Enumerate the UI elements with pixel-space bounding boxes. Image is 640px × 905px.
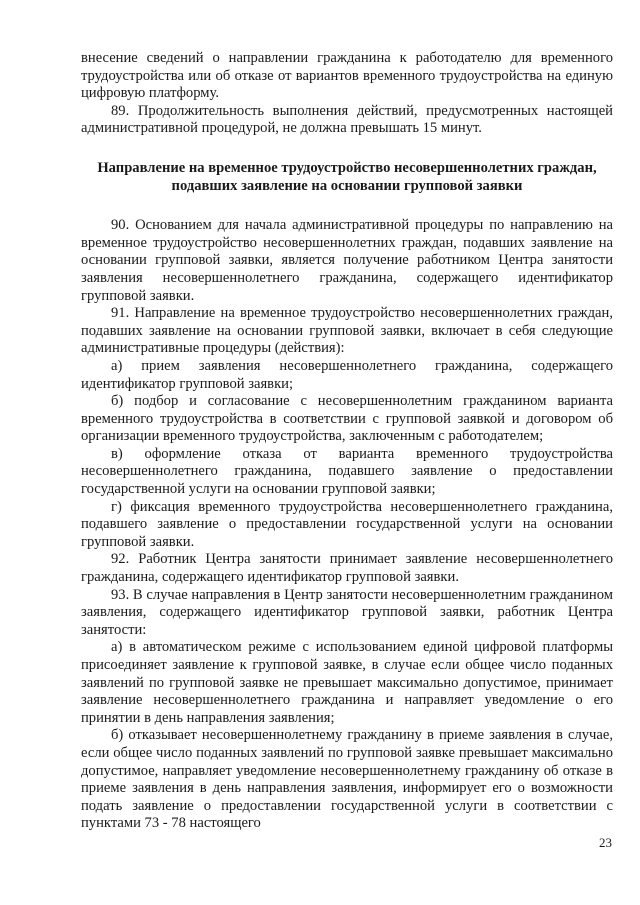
list-item: б) отказывает несовершеннолетнему гражданину в приеме заявления в случае, если общее число поданных заявлений по групповой заявке превышает максимально допустимое, направляет уведомление несовершеннолетнему гражданину об отказе в приеме заявления в день направления заявления, информирует его о возможности подать заявление о предоставлении государственной услуги в соответствии с пунктами 73 - 78 настоящего bbox=[81, 727, 613, 832]
paragraph: 92. Работник Центра занятости принимает заявление несовершеннолетнего гражданина, содержащего идентификатор групповой заявки. bbox=[81, 551, 613, 586]
paragraph: 89. Продолжительность выполнения действий, предусмотренных настоящей административной процедурой, не должна превышать 15 минут. bbox=[81, 102, 613, 137]
list-item: б) подбор и согласование с несовершеннолетним гражданином варианта временного трудоустройства в соответствии с групповой заявкой и договором об организации временного трудоустройства, заключенным с работодателем; bbox=[81, 393, 613, 445]
paragraph: 90. Основанием для начала административной процедуры по направлению на временное трудоустройство несовершеннолетних граждан, подавших заявление на основании групповой заявки, является получение работником Центра занятости заявления несовершеннолетнего гражданина, содержащего идентификатор групповой заявки. bbox=[81, 217, 613, 304]
list-item: а) в автоматическом режиме с использованием единой цифровой платформы присоединяет заявление к групповой заявке, в случае если общее число поданных заявлений по групповой заявке не превышает максимально допустимое, принимает заявление несовершеннолетнего гражданина и направляет уведомление о его принятии в день направления заявления; bbox=[81, 639, 613, 726]
list-item: г) фиксация временного трудоустройства несовершеннолетнего гражданина, подавшего заявление о предоставлении государственной услуги на основании групповой заявки. bbox=[81, 498, 613, 550]
document-body bbox=[81, 50, 613, 833]
page-number: 23 bbox=[599, 835, 612, 850]
list-item: в) оформление отказа от варианта временного трудоустройства несовершеннолетнего гражданина, подавшего заявление о предоставлении государственной услуги на основании групповой заявки; bbox=[81, 445, 613, 498]
paragraph: внесение сведений о направлении гражданина к работодателю для временного трудоустройства или об отказе от вариантов временного трудоустройства на единую цифровую платформу. bbox=[81, 50, 613, 102]
list-item: а) прием заявления несовершеннолетнего гражданина, содержащего идентификатор групповой заявки; bbox=[81, 357, 613, 392]
paragraph: 93. В случае направления в Центр занятости несовершеннолетним гражданином заявления, содержащего идентификатор групповой заявки, работник Центра занятости: bbox=[81, 586, 613, 638]
section-title: Направление на временное трудоустройство несовершеннолетних граждан, подавших заявление на основании групповой заявки bbox=[97, 159, 597, 194]
paragraph: 91. Направление на временное трудоустройство несовершеннолетних граждан, подавших заявление на основании групповой заявки, включает в себя следующие административные процедуры (действия): bbox=[81, 305, 613, 357]
